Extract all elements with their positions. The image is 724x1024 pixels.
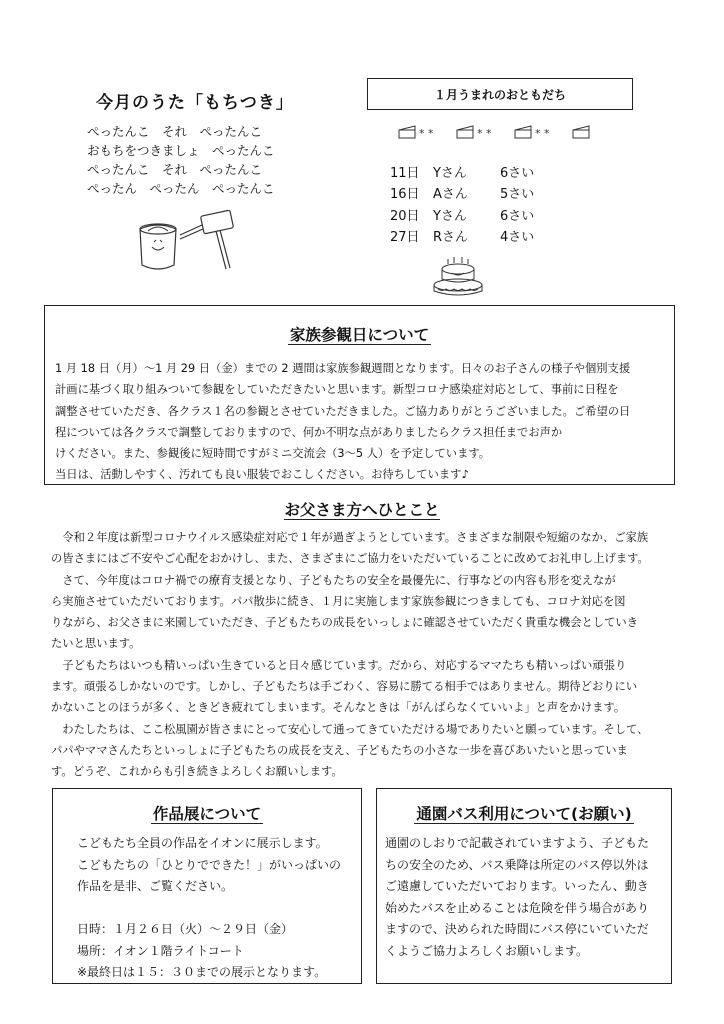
birthday-list (390, 163, 534, 248)
svg-text:* *: * * (419, 127, 434, 140)
message-body (51, 527, 649, 783)
text-line: 通園のしおりで記載されていますよう、子どもた (385, 836, 650, 850)
song-title: 今月のうた「もちつき」 (96, 93, 294, 113)
song-line: おもちをつきましょ ぺったんこ (87, 143, 275, 158)
family-visit-box (44, 305, 675, 485)
song-line: ぺったんこ それ ぺったんこ (87, 124, 263, 139)
text-line: かないことのほうが多く、ときどき疲れてしまいます。そんなときは「がんばらなくていいよ」と声をかけます。 (51, 701, 626, 715)
list-item: 20日 Yさん 6さい (390, 208, 535, 224)
text-line: 1 月 18 日（月）～1 月 29 日（金）までの 2 週間は家族参観週間となります。日々のお子さんの様子や個別支援 (55, 362, 631, 375)
birthday-title: １月うまれのおともだち (367, 78, 633, 110)
section-title: 家族参観日について (289, 326, 430, 344)
text-line: 当日は、活動しやすく、汚れても良い服装でおこしください。お待ちしています♪ (55, 468, 469, 482)
text-line: りながら、お父さまに来園していただき、子どもたちの成長をいっしょに確認させていただく貴重な機会としていき (51, 616, 638, 630)
song-line: ぺったんこ それ ぺったんこ (87, 162, 263, 177)
text-line: 程については各クラスで調整しておりますので、何か不明な点がありましたらクラス担任までお声か (55, 425, 563, 439)
text-line: こどもたち全員の作品をイオンに展示します。 (77, 836, 328, 850)
list-item: 16日 Aさん 5さい (390, 187, 535, 203)
text-line: こどもたちの「ひとりでできた！」がいっぱいの (77, 857, 342, 872)
list-item: 27日 Rさん 4さい (390, 229, 535, 245)
bus-notice-box (376, 788, 672, 984)
text-line: ご遠慮していただいております。いったん、動き (385, 879, 649, 894)
family-visit-body (55, 358, 664, 486)
mochi-pounding-illustration (130, 207, 250, 277)
exhibition-note: ※最終日は１５：３０までの展示となります。 (77, 965, 327, 979)
text-line: わたしたちは、ここ松風園が皆さまにとって安心して通ってきていただける場でありたいと願っています。そして、 (51, 722, 649, 736)
text-line: 作品を是非、ご覧ください。 (77, 879, 234, 893)
text-line: さて、今年度はコロナ禍での療育支援となり、子どもたちの安全を最優先に、行事などの内容も形を変えなが (51, 573, 616, 587)
section-title: お父さま方へひとこと (284, 501, 440, 519)
section-title: 通園バス利用について(お願い) (416, 805, 632, 823)
bus-notice-body (385, 833, 649, 963)
exhibition-body (77, 833, 341, 984)
text-line: す。どうぞ、これからも引き続きよろしくお願いします。 (51, 765, 343, 779)
text-line: パパやママさんたちといっしょに子どもたちの成長を支え、子どもたちの小さな一歩を喜びあいたいと思っていま (51, 743, 628, 757)
cake-slice-decoration-icon (397, 122, 597, 142)
text-line: ら実施させていただいております。パパ散歩に続き、１月に実施します家族参観につきましても、コロナ対応を図 (51, 594, 626, 608)
section-title: 作品展について (152, 805, 262, 823)
text-line: ちの安全のため、バス乗降は所定のバス停以外は (385, 857, 649, 872)
svg-text:* *: * * (477, 127, 492, 140)
exhibition-place: 場所：イオン１階ライトコート (77, 943, 244, 958)
text-line: 調整させていただき、各クラス１名の参観とさせていただきました。ご協力ありがとうございました。ご希望の日 (55, 404, 631, 418)
text-line: ますので、決められた時間にバス停にいていただ (385, 922, 649, 937)
text-line: 始めたバスを止めることは危険を伴う場合があり (385, 900, 650, 915)
exhibition-date: 日時：１月２６日（火）～２９日（金） (77, 922, 294, 936)
song-lyrics (87, 122, 275, 198)
text-line: 子どもたちはいつも精いっぱい生きていると日々感じています。だから、対応するママたちも精いっぱい頑張り (51, 658, 627, 672)
text-line: けください。また、参観後に短時間ですがミニ交流会（3～5 人）を予定しています。 (55, 447, 491, 461)
text-line: ます。頑張るしかないのです。しかし、子どもたちは手ごわく、容易に勝てる相手ではありません。期待どおりにい (51, 680, 638, 694)
text-line: 令和２年度は新型コロナウイルス感染症対応で１年が過ぎようとしています。さまざまな制限や短縮のなか、ご家族 (51, 531, 649, 544)
text-line: くようご協力よろしくお願いします。 (385, 943, 589, 958)
exhibition-box (52, 788, 362, 984)
song-line: ぺったん ぺったん ぺったんこ (87, 181, 275, 196)
text-line: たいと思います。 (51, 637, 141, 651)
text-line: 計画に基づく取り組みついて参観をしていただきたいと思います。新型コロナ感染症対応として、事前に日程を (55, 383, 619, 397)
birthday-cake-icon (430, 255, 486, 297)
text-line: の皆さまにはご不安やご心配をおかけし、また、さまざまにご協力をいただいていることに改めてお礼申し上げます。 (51, 552, 649, 566)
svg-text:* *: * * (535, 127, 550, 140)
list-item: 11日 Yさん 6さい (390, 166, 535, 181)
